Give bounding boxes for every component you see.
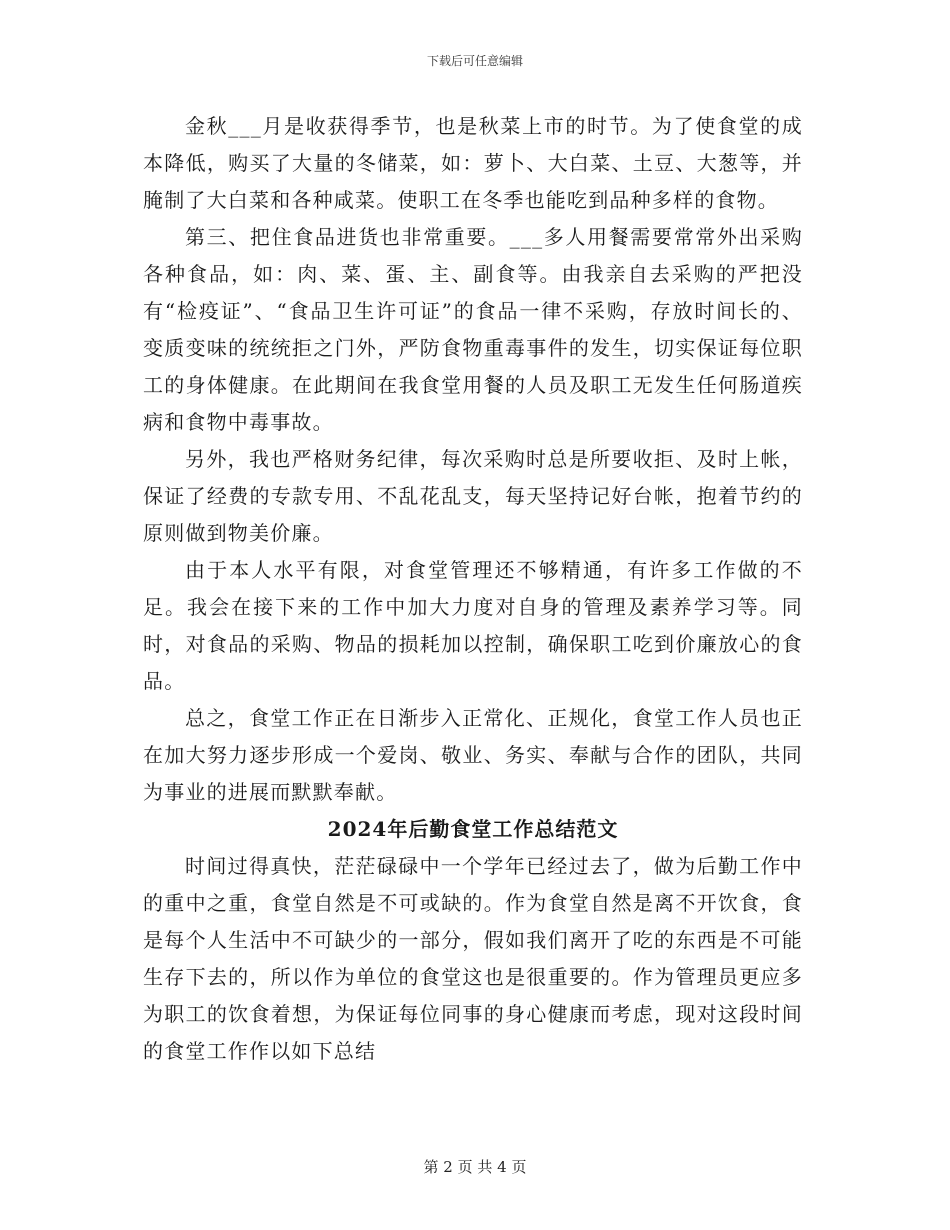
- page-number-footer: 第 2 页 共 4 页: [423, 1158, 527, 1176]
- paragraph-financial-discipline: 另外，我也严格财务纪律，每次采购时总是所要收拒、及时上帐，保证了经费的专款专用、不乱花乱支，每天坚持记好台帐，抱着节约的原则做到物美价廉。: [143, 447, 803, 545]
- paragraph-new-section-intro: 时间过得真快，茫茫碌碌中一个学年已经过去了，做为后勤工作中的重中之重，食堂自然是不可或缺的。作为食堂自然是离不开饮食，食是每个人生活中不可缺少的一部分，假如我们离开了吃的东西是不可能生存下去的，所以作为单位的食堂这也是很重要的。作为管理员更应多为职工的饮食着想，为保证每位同事的身心健康而考虑，现对这段时间的食堂工作作以如下总结: [143, 854, 803, 1063]
- paragraph-conclusion: 总之，食堂工作正在日渐步入正常化、正规化，食堂工作人员也正在加大努力逐步形成一个爱岗、敬业、务实、奉献与合作的团队，共同为事业的进展而默默奉献。: [143, 706, 803, 804]
- page-header: 下载后可任意编辑: [426, 54, 523, 68]
- paragraph-shortcomings: 由于本人水平有限，对食堂管理还不够精通，有许多工作做的不足。我会在接下来的工作中加大力度对自身的管理及素养学习等。同时，对食品的采购、物品的损耗加以控制，确保职工吃到价廉放心的食品。: [143, 558, 803, 693]
- paragraph-food-purchasing: 第三、把住食品进货也非常重要。___多人用餐需要常常外出采购各种食品，如：肉、菜、蛋、主、副食等。由我亲自去采购的严把没有“检疫证”、“食品卫生许可证”的食品一律不采购，存放时间长的、变质变味的统统拒之门外，严防食物重毒事件的发生，切实保证每位职工的身体健康。在此期间在我食堂用餐的人员及职工无发生任何肠道疾病和食物中毒事故。: [143, 225, 803, 434]
- document-body: [143, 108, 803, 1070]
- paragraph-autumn-vegetables: 金秋___月是收获得季节，也是秋菜上市的时节。为了使食堂的成本降低，购买了大量的冬储菜，如：萝卜、大白菜、土豆、大葱等，并腌制了大白菜和各种咸菜。使职工在冬季也能吃到品种多样的食物。: [143, 114, 803, 212]
- section-title: 2024年后勤食堂工作总结范文: [327, 817, 619, 841]
